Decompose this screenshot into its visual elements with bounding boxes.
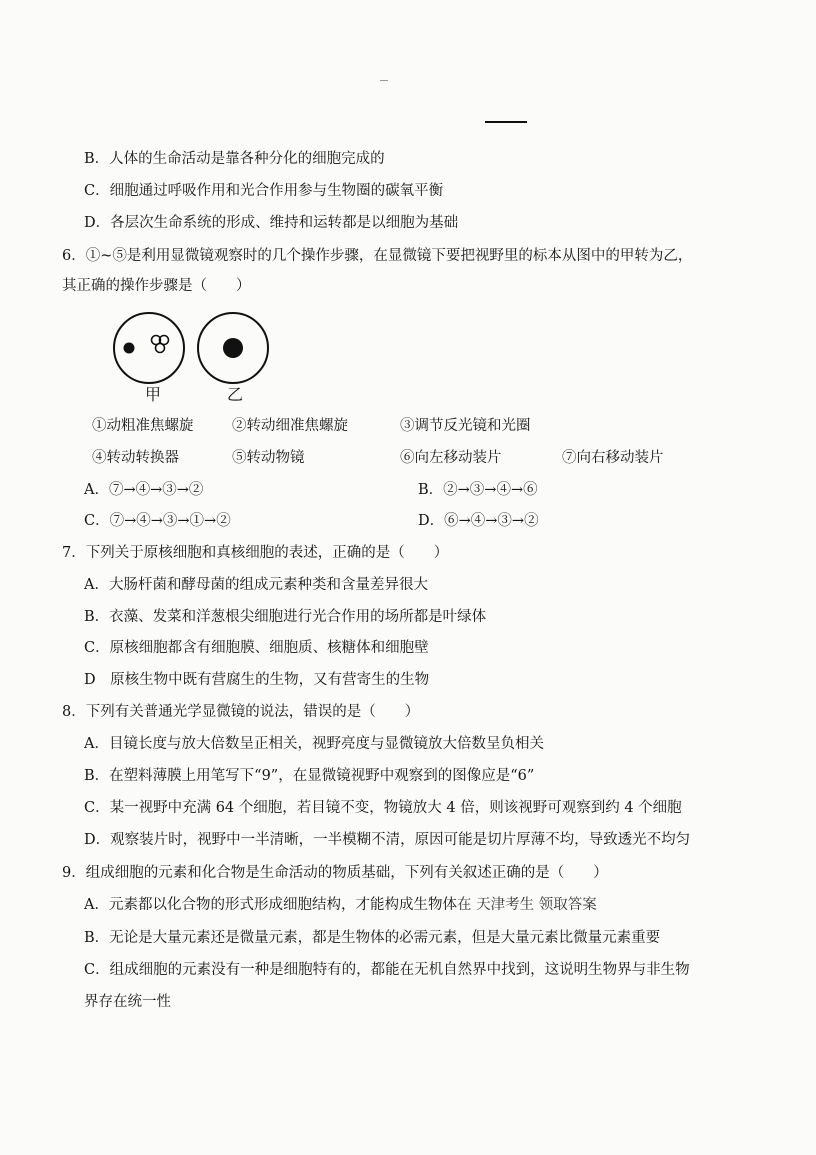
q8-option-a: A．目镜长度与放大倍数呈正相关，视野亮度与显微镜放大倍数呈负相关 bbox=[84, 736, 544, 752]
field-yi-enlarged-cell bbox=[223, 338, 243, 358]
q5-option-d: D．各层次生命系统的形成、维持和运转都是以细胞为基础 bbox=[84, 215, 459, 231]
q7-option-d: D 原核生物中既有营腐生的生物，又有营寄生的生物 bbox=[84, 672, 430, 688]
q9-option-c-line2: 界存在统一性 bbox=[84, 994, 171, 1010]
figure-label-yi: 乙 bbox=[227, 385, 244, 404]
q6-step-1: ①动粗准焦螺旋 bbox=[92, 418, 194, 434]
q5-option-b: B．人体的生命活动是靠各种分化的细胞完成的 bbox=[84, 151, 385, 167]
q8-stem: 8．下列有关普通光学显微镜的说法，错误的是（ ） bbox=[62, 704, 420, 720]
watermark-text: 在 天津考生 领取答案 bbox=[456, 897, 597, 913]
q6-option-b: B．②→③→④→⑥ bbox=[418, 482, 538, 498]
field-jia-target-cell bbox=[124, 343, 135, 354]
q9-option-a bbox=[84, 895, 597, 915]
q6-option-d: D．⑥→④→③→② bbox=[418, 513, 539, 529]
q6-option-a: A．⑦→④→③→② bbox=[84, 482, 204, 498]
q7-stem: 7．下列关于原核细胞和真核细胞的表述，正确的是（ ） bbox=[62, 545, 449, 561]
q6-step-2: ②转动细准焦螺旋 bbox=[232, 418, 348, 434]
q6-option-c: C．⑦→④→③→①→② bbox=[84, 513, 231, 529]
field-jia-cell-3 bbox=[156, 344, 165, 353]
q8-option-b: B．在塑料薄膜上用笔写下“9”，在显微镜视野中观察到的图像应是“6” bbox=[84, 768, 535, 784]
q7-option-a: A．大肠杆菌和酵母菌的组成元素种类和含量差异很大 bbox=[84, 577, 428, 593]
q9-option-c-line1: C．组成细胞的元素没有一种是细胞特有的，都能在无机自然界中找到，这说明生物界与非生物 bbox=[84, 962, 690, 978]
q6-step-6: ⑥向左移动装片 bbox=[400, 450, 502, 466]
field-of-view-diagram bbox=[108, 308, 278, 388]
figure-label-jia: 甲 bbox=[145, 385, 162, 404]
q6-stem-line2: 其正确的操作步骤是（ ） bbox=[62, 278, 251, 294]
q9-stem: 9．组成细胞的元素和化合物是生命活动的物质基础，下列有关叙述正确的是（ ） bbox=[62, 865, 608, 881]
q6-step-3: ③调节反光镜和光圈 bbox=[400, 418, 531, 434]
q6-stem-line1: 6．①~⑤是利用显微镜观察时的几个操作步骤，在显微镜下要把视野里的标本从图中的甲转为乙， bbox=[62, 248, 693, 264]
score-blank-line bbox=[485, 121, 527, 123]
q5-option-c: C．细胞通过呼吸作用和光合作用参与生物圈的碳氧平衡 bbox=[84, 183, 444, 199]
q7-option-b: B．衣藻、发菜和洋葱根尖细胞进行光合作用的场所都是叶绿体 bbox=[84, 609, 487, 625]
q9-option-a-text: A．元素都以化合物的形式形成细胞结构，才能构成生物体 bbox=[84, 897, 457, 913]
scan-mark bbox=[380, 80, 388, 81]
q6-step-7: ⑦向右移动装片 bbox=[562, 450, 664, 466]
q6-step-4: ④转动转换器 bbox=[92, 450, 179, 466]
q6-step-5: ⑤转动物镜 bbox=[232, 450, 305, 466]
q8-option-d: D．观察装片时，视野中一半清晰，一半模糊不清，原因可能是切片厚薄不均，导致透光不均匀 bbox=[84, 832, 691, 848]
q7-option-c: C．原核细胞都含有细胞膜、细胞质、核糖体和细胞壁 bbox=[84, 640, 429, 656]
microscope-view-figure bbox=[108, 308, 278, 408]
q8-option-c: C．某一视野中充满 64 个细胞，若目镜不变，物镜放大 4 倍，则该视野可观察到约 4 个细胞 bbox=[84, 800, 682, 816]
q9-option-b: B．无论是大量元素还是微量元素，都是生物体的必需元素，但是大量元素比微量元素重要 bbox=[84, 930, 661, 946]
